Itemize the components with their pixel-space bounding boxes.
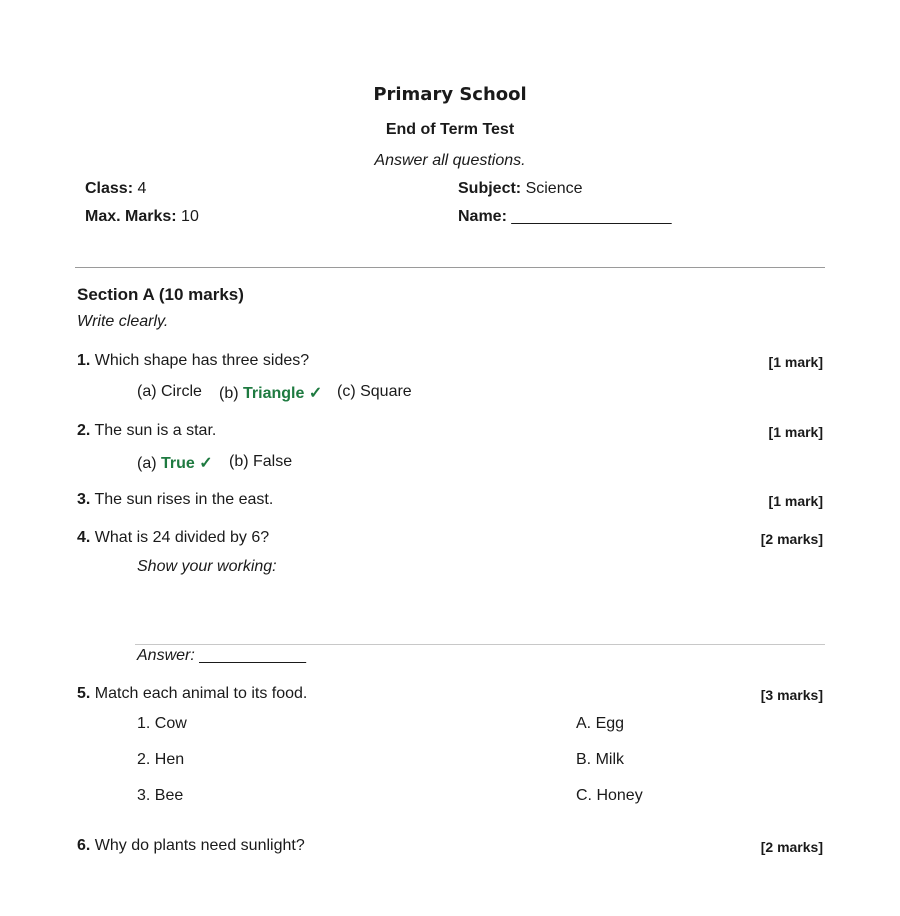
question-text: What is 24 divided by 6? — [94, 529, 270, 546]
correct-answer: Triangle — [243, 385, 305, 402]
name-label: Name: — [458, 208, 507, 225]
checkmark-icon: ✓ — [308, 385, 323, 402]
q1-option-b — [219, 383, 322, 403]
question-text: Why do plants need sunlight? — [94, 837, 305, 854]
question-4-marks: [2 marks] — [760, 531, 823, 547]
q1-option-a: (a) Circle — [137, 383, 202, 400]
class-label: Class: — [85, 180, 134, 197]
q2-option-a — [137, 453, 213, 473]
question-1 — [77, 352, 309, 370]
match-left-item: 3. Bee — [137, 787, 184, 804]
question-number: 2. — [77, 422, 91, 439]
match-right-item: C. Honey — [576, 787, 643, 804]
question-text: The sun is a star. — [94, 422, 217, 439]
section-title: Section A (10 marks) — [77, 285, 244, 304]
checkmark-icon: ✓ — [199, 455, 213, 472]
answer-line — [137, 647, 306, 665]
q1-option-c: (c) Square — [337, 383, 412, 400]
question-number: 5. — [77, 685, 91, 702]
instruction: Answer all questions. — [374, 152, 526, 169]
match-right-item: A. Egg — [576, 715, 625, 732]
question-6-marks: [2 marks] — [760, 839, 823, 855]
question-4 — [77, 529, 269, 547]
match-left-item: 1. Cow — [137, 715, 187, 732]
question-number: 4. — [77, 529, 91, 546]
class-field — [85, 180, 146, 198]
answer-label: Answer: — [137, 647, 195, 664]
answer-blank: ____________ — [199, 647, 307, 664]
question-text: Match each animal to its food. — [94, 685, 308, 702]
max-marks-value: 10 — [181, 208, 199, 225]
header-divider — [75, 267, 825, 268]
match-right-item: B. Milk — [576, 751, 624, 768]
question-2 — [77, 422, 216, 440]
name-blank: __________________ — [511, 208, 672, 225]
question-number: 1. — [77, 352, 91, 369]
school-title: Primary School — [373, 84, 527, 105]
subject-field — [458, 180, 583, 198]
question-text: The sun rises in the east. — [94, 491, 274, 508]
working-divider — [135, 644, 825, 645]
correct-answer: True — [161, 455, 195, 472]
question-5 — [77, 685, 307, 703]
question-text: Which shape has three sides? — [94, 352, 310, 369]
max-marks-label: Max. Marks: — [85, 208, 177, 225]
match-left-item: 2. Hen — [137, 751, 185, 768]
subject-value: Science — [525, 180, 583, 197]
section-note: Write clearly. — [77, 313, 169, 330]
question-6 — [77, 837, 305, 855]
question-number: 3. — [77, 491, 91, 508]
subject-label: Subject: — [458, 180, 522, 197]
class-value: 4 — [137, 180, 147, 197]
option-prefix: (a) — [137, 455, 161, 472]
question-number: 6. — [77, 837, 91, 854]
name-field — [458, 208, 672, 226]
max-marks-field — [85, 208, 199, 226]
question-3-marks: [1 mark] — [768, 493, 823, 509]
option-prefix: (b) — [219, 385, 243, 402]
test-title: End of Term Test — [385, 121, 515, 138]
question-1-marks: [1 mark] — [768, 354, 823, 370]
question-3 — [77, 491, 273, 509]
question-5-marks: [3 marks] — [760, 687, 823, 703]
working-prompt: Show your working: — [137, 558, 277, 575]
question-2-marks: [1 mark] — [768, 424, 823, 440]
q2-option-b: (b) False — [229, 453, 293, 470]
